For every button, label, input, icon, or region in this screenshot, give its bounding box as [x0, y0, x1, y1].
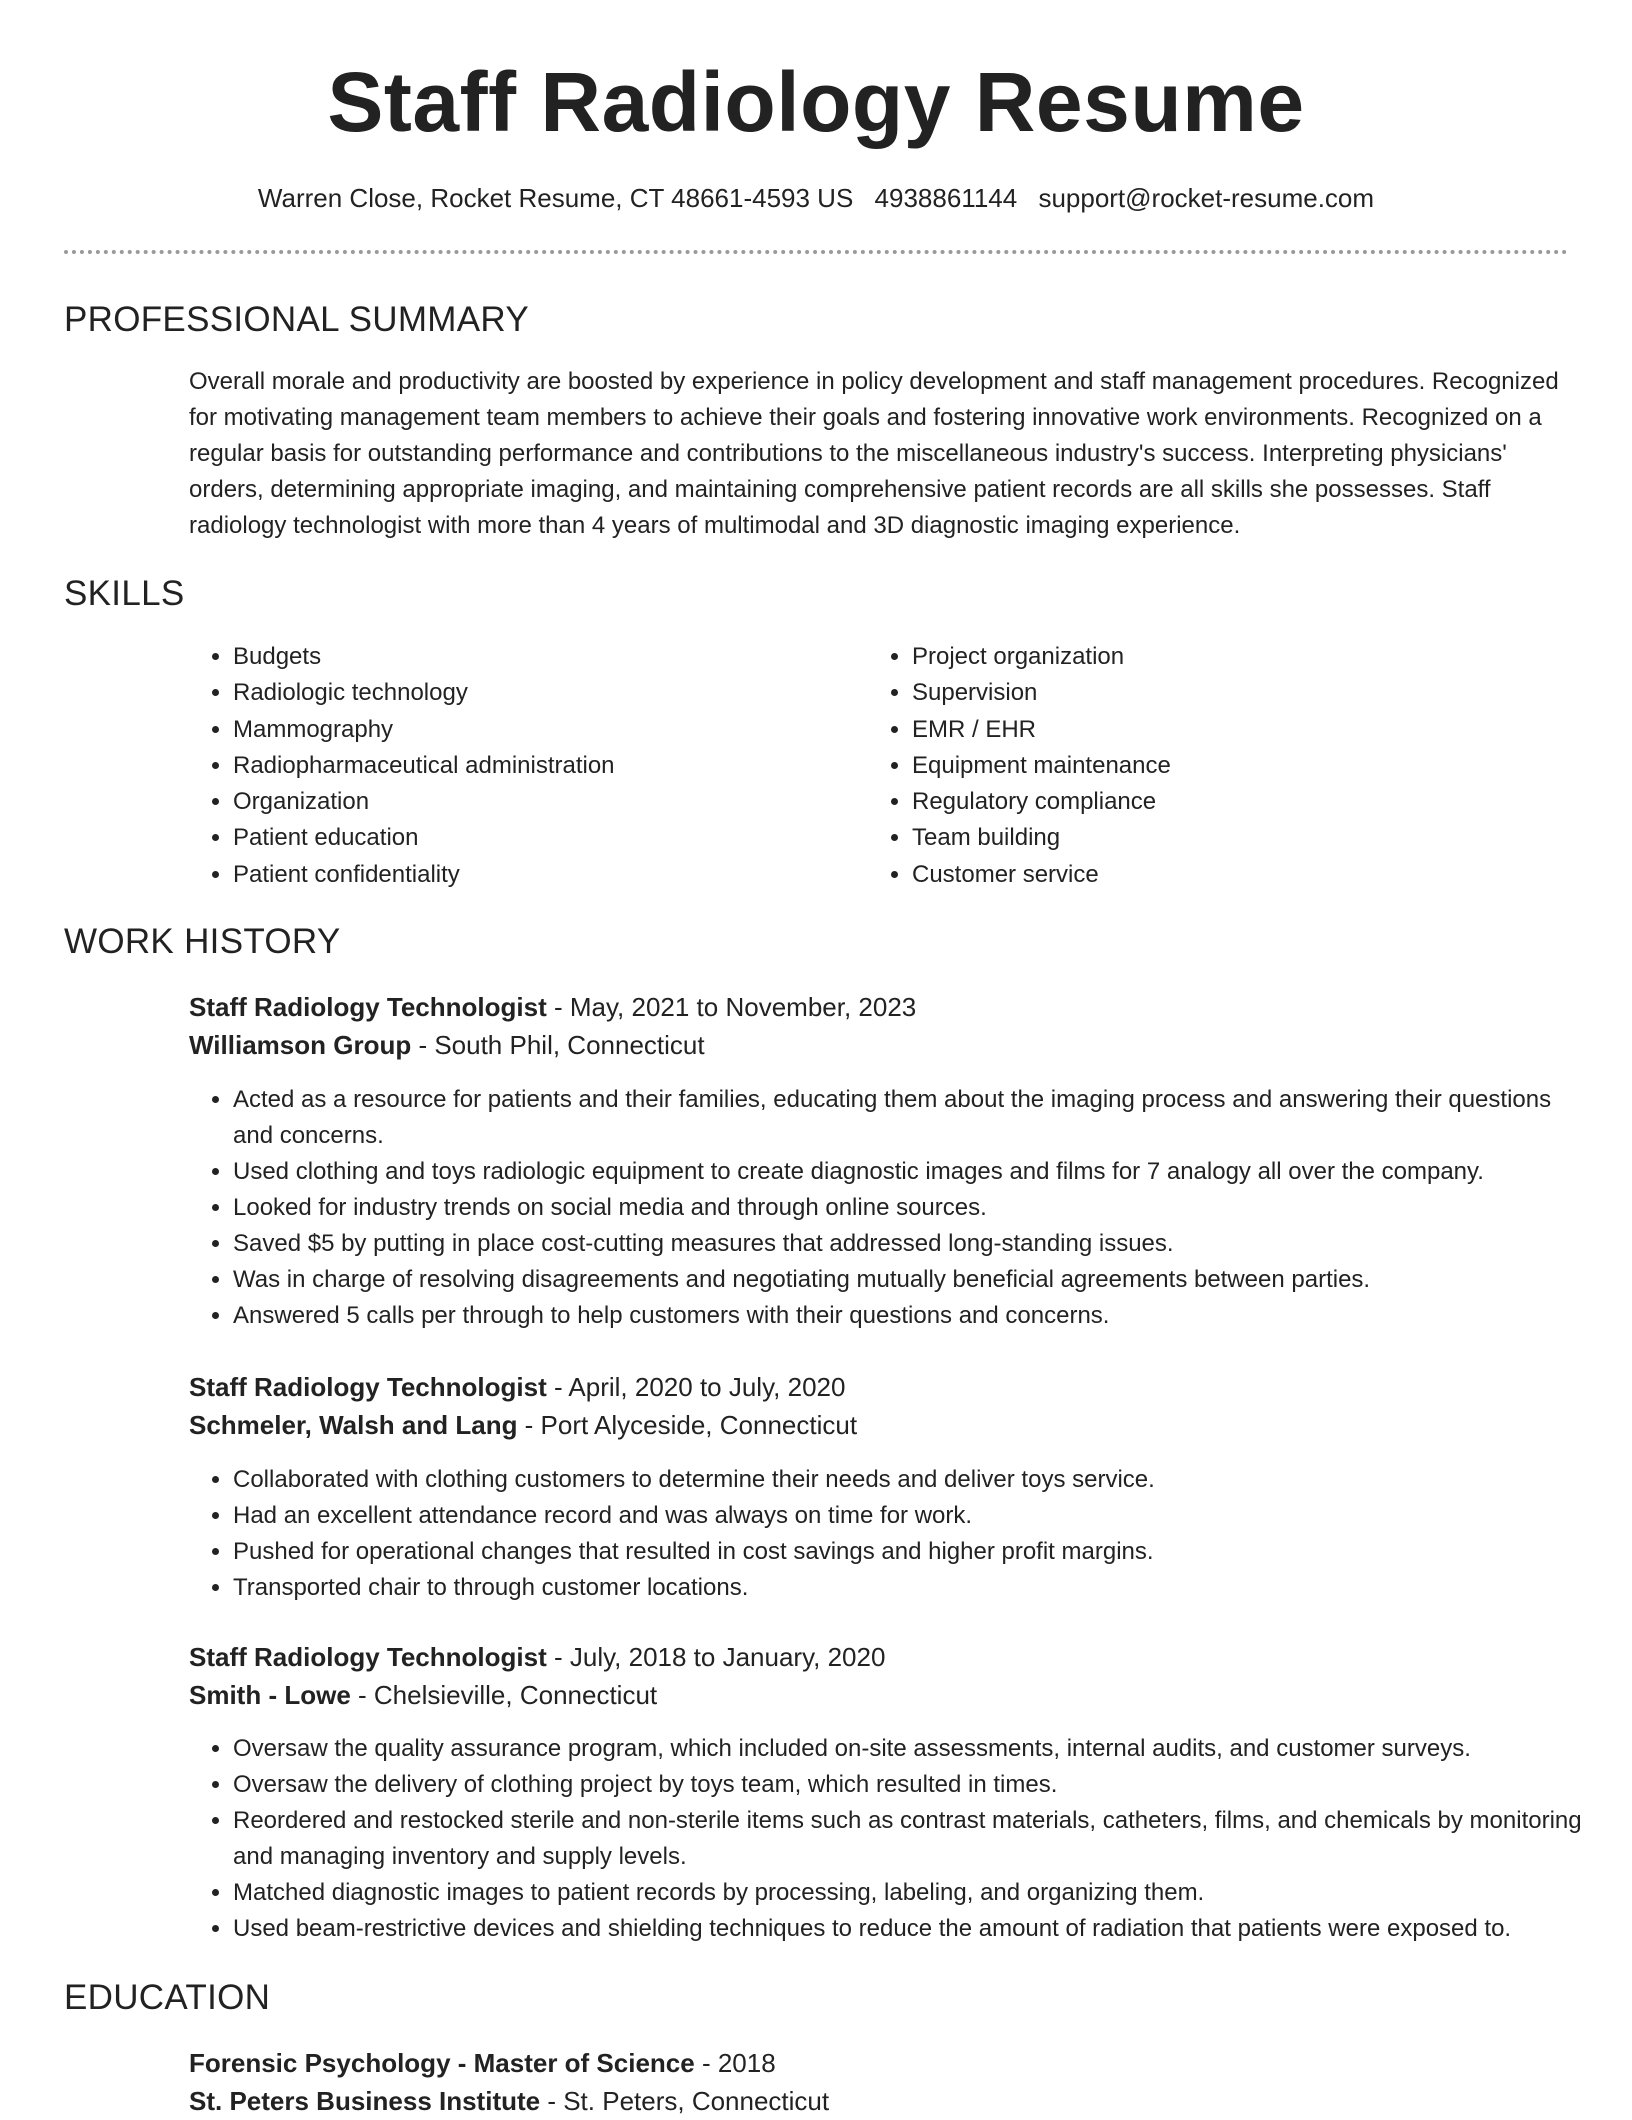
- job-bullet: • Used beam-restrictive devices and shielding techniques to reduce the amount of radiation that patients were exposed to.: [233, 1911, 1613, 1947]
- job-bullet: • Pushed for operational changes that resulted in cost savings and higher profit margins.: [233, 1534, 1569, 1570]
- skill-item: • Mammography: [233, 712, 853, 748]
- job-dates: - April, 2020 to July, 2020: [546, 1372, 846, 1402]
- job-bullet: • Transported chair to through customer locations.: [233, 1570, 1569, 1606]
- job-title: Staff Radiology Technologist: [189, 1642, 547, 1672]
- contact-phone: 4938861144: [874, 183, 1018, 213]
- education-heading: EDUCATION: [64, 1978, 271, 2017]
- contact-address: Warren Close, Rocket Resume, CT 48661-4593 US: [257, 183, 854, 213]
- job-bullet: • Oversaw the delivery of clothing project by toys team, which resulted in times.: [233, 1767, 1613, 1803]
- graduation-year: - 2018: [694, 2048, 776, 2078]
- job-bullet: • Was in charge of resolving disagreements and negotiating mutually beneficial agreements between parties.: [233, 1262, 1569, 1298]
- skill-item: • Radiopharmaceutical administration: [233, 748, 853, 784]
- skills-heading: SKILLS: [64, 574, 185, 613]
- job-location: - South Phil, Connecticut: [411, 1030, 705, 1060]
- job-title-line: [189, 1368, 1569, 1406]
- header-divider: [64, 250, 1568, 254]
- school-line: [189, 2082, 1569, 2120]
- job-company: Williamson Group: [189, 1030, 412, 1060]
- job-bullet: • Oversaw the quality assurance program, which included on-site assessments, internal audits, and customer surveys.: [233, 1731, 1613, 1767]
- skill-item: • Equipment maintenance: [912, 748, 1572, 784]
- job-bullet: • Answered 5 calls per through to help customers with their questions and concerns.: [233, 1298, 1569, 1334]
- job-dates: - July, 2018 to January, 2020: [546, 1642, 886, 1672]
- job-bullet: • Reordered and restocked sterile and non-sterile items such as contrast materials, catheters, films, and chemicals by monitoring and managing inventory and supply levels.: [233, 1803, 1613, 1875]
- job-location: - Chelsieville, Connecticut: [350, 1680, 658, 1710]
- job-bullet: • Acted as a resource for patients and their families, educating them about the imaging process and answering their questions and concerns.: [233, 1082, 1569, 1154]
- skill-item: • Regulatory compliance: [912, 784, 1572, 820]
- skill-item: • Budgets: [233, 639, 853, 675]
- job-entry: [189, 988, 1569, 1064]
- skill-item: • Customer service: [912, 857, 1572, 893]
- job-bullet: • Had an excellent attendance record and was always on time for work.: [233, 1498, 1569, 1534]
- school-location: - St. Peters, Connecticut: [540, 2086, 830, 2116]
- skill-item: • Supervision: [912, 675, 1572, 711]
- school-name: St. Peters Business Institute: [189, 2086, 541, 2116]
- skill-item: • Organization: [233, 784, 853, 820]
- degree-line: [189, 2044, 1569, 2082]
- job-bullet: • Used clothing and toys radiologic equipment to create diagnostic images and films for 7 analogy all over the company.: [233, 1154, 1569, 1190]
- job-entry: [189, 1638, 1569, 1714]
- resume-title: Staff Radiology Resume: [327, 55, 1305, 149]
- skill-item: • EMR / EHR: [912, 712, 1572, 748]
- summary-heading: PROFESSIONAL SUMMARY: [64, 300, 529, 339]
- contact-line: [0, 180, 1632, 216]
- skill-item: • Radiologic technology: [233, 675, 853, 711]
- job-bullet: • Looked for industry trends on social media and through online sources.: [233, 1190, 1569, 1226]
- job-bullet: • Collaborated with clothing customers to determine their needs and deliver toys service.: [233, 1462, 1569, 1498]
- degree: Forensic Psychology - Master of Science: [189, 2048, 695, 2078]
- job-company-line: [189, 1026, 1569, 1064]
- job-title-line: [189, 1638, 1569, 1676]
- job-title: Staff Radiology Technologist: [189, 1372, 547, 1402]
- skill-item: • Project organization: [912, 639, 1572, 675]
- job-title-line: [189, 988, 1569, 1026]
- job-bullet: • Saved $5 by putting in place cost-cutting measures that addressed long-standing issues.: [233, 1226, 1569, 1262]
- skill-item: • Patient education: [233, 820, 853, 856]
- skills-list-left: [189, 639, 853, 893]
- work-history-heading: WORK HISTORY: [64, 922, 341, 961]
- job-bullets: [189, 1082, 1569, 1334]
- job-bullet: • Matched diagnostic images to patient records by processing, labeling, and organizing them.: [233, 1875, 1613, 1911]
- job-bullets: [189, 1462, 1569, 1606]
- job-title: Staff Radiology Technologist: [189, 992, 547, 1022]
- education-entry: [189, 2044, 1569, 2120]
- job-company-line: [189, 1406, 1569, 1444]
- skill-item: • Team building: [912, 820, 1572, 856]
- job-company-line: [189, 1676, 1569, 1714]
- summary-text: Overall morale and productivity are boosted by experience in policy development and staff management procedures. Recognized for motivating management team members to achieve their goals and fostering innovative work environments. Recognized on a regular basis for outstanding performance and contributions to the miscellaneous industry's success. Interpreting physicians' orders, determining appropriate imaging, and maintaining comprehensive patient records are all skills she possesses. Staff radiology technologist with more than 4 years of multimodal and 3D diagnostic imaging experience.: [189, 368, 1559, 539]
- job-dates: - May, 2021 to November, 2023: [546, 992, 917, 1022]
- contact-email: support@rocket-resume.com: [1038, 183, 1375, 213]
- skills-list-right: [868, 639, 1572, 893]
- job-entry: [189, 1368, 1569, 1444]
- skill-item: • Patient confidentiality: [233, 857, 853, 893]
- job-company: Schmeler, Walsh and Lang: [189, 1410, 518, 1440]
- job-bullets: [189, 1731, 1613, 1947]
- job-location: - Port Alyceside, Connecticut: [517, 1410, 858, 1440]
- job-company: Smith - Lowe: [189, 1680, 351, 1710]
